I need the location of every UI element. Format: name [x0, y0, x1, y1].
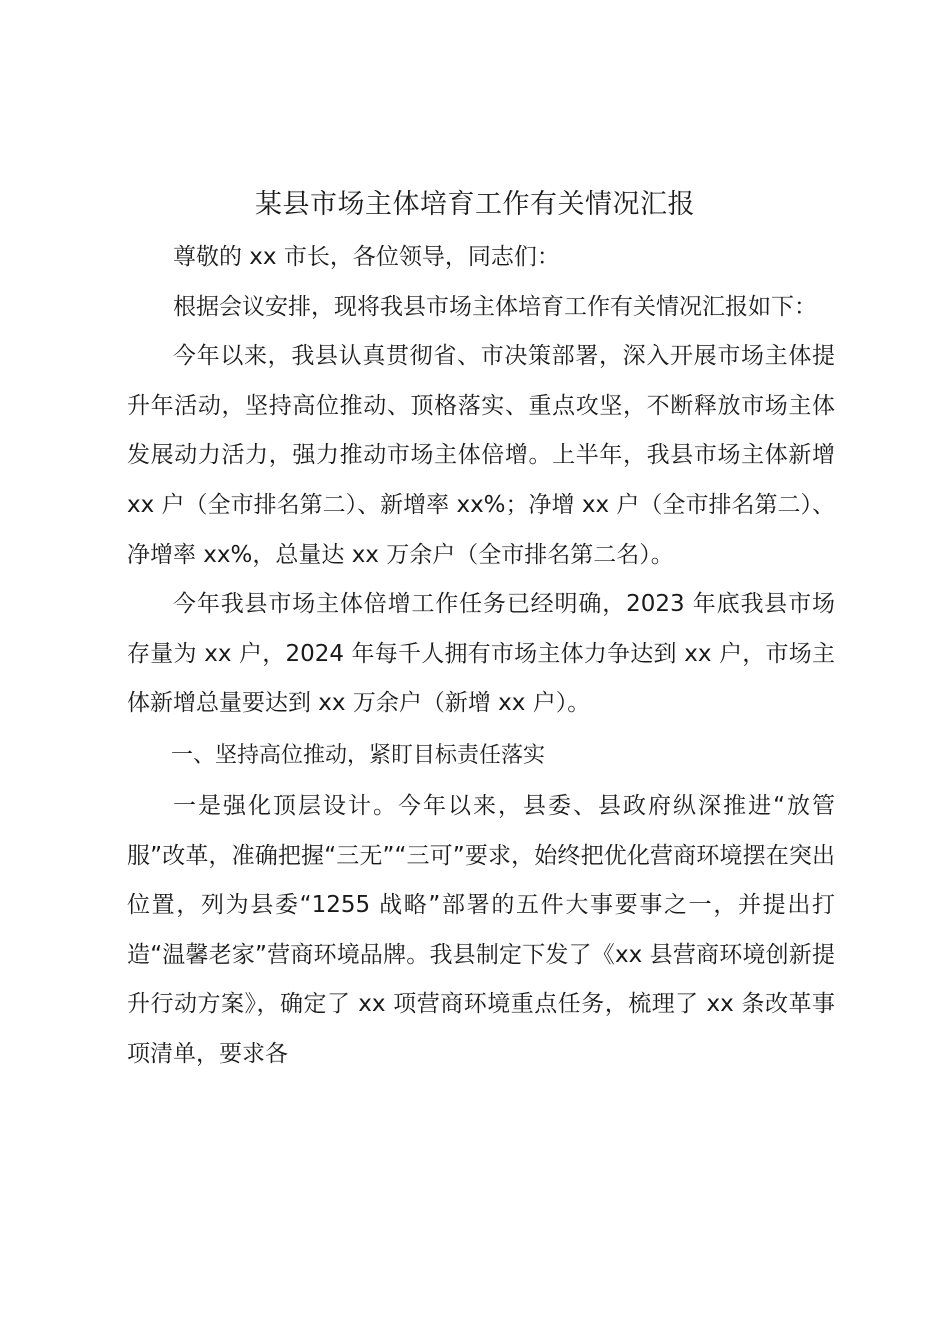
- document-title: 某县市场主体培育工作有关情况汇报: [255, 189, 695, 220]
- document-body: [127, 233, 835, 1080]
- target-paragraph: 今年我县市场主体倍增工作任务已经明确，2023 年底我县市场存量为 xx 户，2024 年每千人拥有市场主体力争达到 xx 户，市场主体新增总量要达到 xx 万余户（新增 xx 户）。: [127, 591, 835, 717]
- intro-paragraph: 根据会议安排，现将我县市场主体培育工作有关情况汇报如下：: [173, 293, 817, 320]
- design-paragraph: 一是强化顶层设计。今年以来，县委、县政府纵深推进“放管服”改革，准确把握“三无”“三可”要求，始终把优化营商环境摆在突出位置，列为县委“1255 战略”部署的五件大事要事之一，并提出打造“温馨老家”营商环境品牌。我县制定下发了《xx 县营商环境创新提升行动方案》，确定了 xx 项营商环境重点任务，梳理了 xx 条改革事项清单，要求各: [127, 792, 835, 1067]
- section-heading: 一、坚持高位推动，紧盯目标责任落实: [171, 742, 546, 768]
- progress-paragraph: 今年以来，我县认真贯彻省、市决策部署，深入开展市场主体提升年活动，坚持高位推动、顶格落实、重点攻坚，不断释放市场主体发展动力活力，强力推动市场主体倍增。上半年，我县市场主体新增 xx 户（全市排名第二）、新增率 xx%；净增 xx 户（全市排名第二）、净增率 xx%，总量达 xx 万余户（全市排名第二名）。: [127, 343, 835, 568]
- salutation-paragraph: 尊敬的 xx 市长，各位领导，同志们：: [173, 244, 560, 270]
